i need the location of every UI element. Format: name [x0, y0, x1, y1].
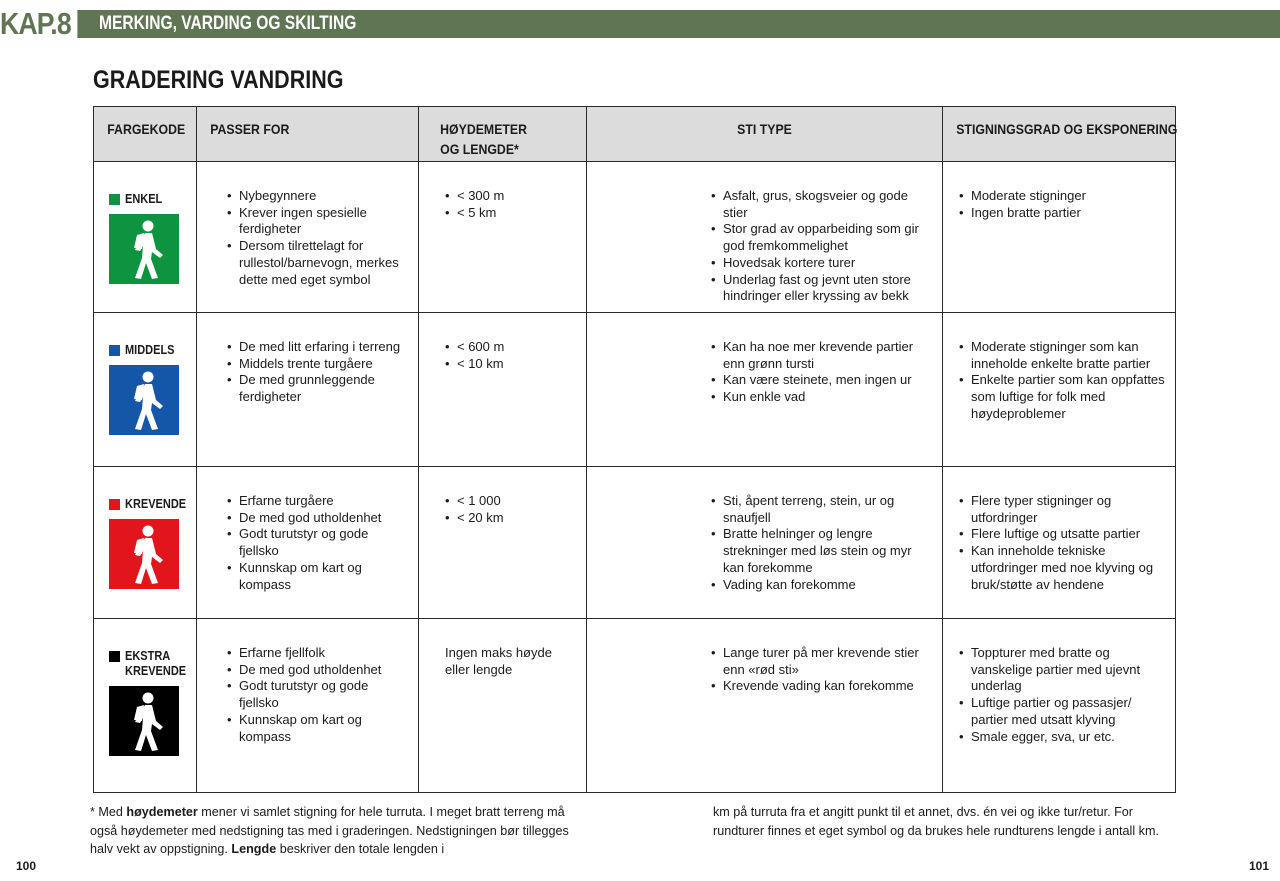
hoyde-cell: [419, 313, 587, 467]
list-item: • Hovedsak kortere turer: [711, 255, 930, 272]
grade-cell: [94, 619, 197, 793]
list-item: • Godt turutstyr og gode fjellsko: [227, 678, 408, 711]
list-item: • Asfalt, grus, skogsveier og gode stier: [711, 188, 930, 221]
sti-type-cell: [587, 619, 943, 793]
list-item: • Flere typer stigninger og utfordringer: [959, 493, 1165, 526]
grade-name: KREVENDE: [109, 497, 196, 512]
list-item: • Lange turer på mer krevende stier enn «rød sti»: [711, 645, 930, 678]
passer-for-cell: [197, 162, 419, 313]
col-header-passer-for: PASSER FOR: [197, 107, 419, 162]
list-item: • De med god utholdenhet: [227, 510, 408, 527]
list-item: • < 20 km: [445, 510, 576, 527]
table-row: [94, 313, 1176, 467]
hiker-icon: [109, 365, 179, 435]
list-item: • Kunnskap om kart og kompass: [227, 560, 408, 593]
sti-type-cell: [587, 162, 943, 313]
hiker-icon: [109, 686, 179, 756]
list-item: • < 5 km: [445, 205, 576, 222]
list-item: • Luftige partier og passasjer/ partier med utsatt klyving: [959, 695, 1165, 728]
passer-for-cell: [197, 313, 419, 467]
list-item: • De med god utholdenhet: [227, 662, 408, 679]
grading-table: [93, 106, 1176, 793]
list-item: • Erfarne fjellfolk: [227, 645, 408, 662]
list-item: • Kan ha noe mer krevende partier enn grønn tursti: [711, 339, 930, 372]
list-item: • Bratte helninger og lengre strekninger med løs stein og myr kan forekomme: [711, 526, 930, 576]
term-lengde: Lengde: [231, 842, 277, 856]
stigning-cell: [943, 467, 1176, 619]
page-number-left: 100: [16, 859, 37, 873]
table-row: [94, 162, 1176, 313]
list-item: • De med litt erfaring i terreng: [227, 339, 408, 356]
table-row: [94, 619, 1176, 793]
grade-cell: [94, 313, 197, 467]
passer-for-cell: [197, 467, 419, 619]
stigning-cell: [943, 619, 1176, 793]
list-item: • Vading kan forekomme: [711, 577, 930, 594]
grade-cell: [94, 467, 197, 619]
grade-name: ENKEL: [109, 192, 196, 207]
sti-type-cell: [587, 313, 943, 467]
hoyde-cell: [419, 162, 587, 313]
table-row: [94, 467, 1176, 619]
passer-for-cell: [197, 619, 419, 793]
list-item: • Moderate stigninger: [959, 188, 1165, 205]
list-item: • < 1 000: [445, 493, 576, 510]
hoyde-cell: [419, 619, 587, 793]
list-item: • Kan inneholde tekniske utfordringer med noe klyving og bruk/støtte av hendene: [959, 543, 1165, 593]
page-number-right: 101: [1249, 859, 1270, 873]
list-item: • Moderate stigninger som kan inneholde enkelte bratte partier: [959, 339, 1165, 372]
grade-color-swatch: [109, 194, 120, 205]
list-item: • Dersom tilrettelagt for rullestol/barnevogn, merkes dette med eget symbol: [227, 238, 408, 288]
list-item: • Underlag fast og jevnt uten store hindringer eller kryssing av bekk: [711, 272, 930, 305]
section-title: GRADERING VANDRING: [93, 66, 344, 94]
sti-type-cell: [587, 467, 943, 619]
list-item: • Flere luftige og utsatte partier: [959, 526, 1165, 543]
list-item: • Enkelte partier som kan oppfattes som luftige for folk med høydeproblemer: [959, 372, 1165, 422]
list-item: • Kun enkle vad: [711, 389, 930, 406]
grade-cell: [94, 162, 197, 313]
list-item: • Smale egger, sva, ur etc.: [959, 729, 1165, 746]
chapter-title: MERKING, VARDING OG SKILTING: [99, 13, 357, 34]
list-item: • Kunnskap om kart og kompass: [227, 712, 408, 745]
list-item: • Sti, åpent terreng, stein, ur og snaufjell: [711, 493, 930, 526]
grade-name: MIDDELS: [109, 343, 196, 358]
hiker-icon: [109, 519, 179, 589]
col-header-sti-type: STI TYPE: [587, 107, 943, 162]
grade-color-swatch: [109, 651, 120, 662]
grade-name: EKSTRA KREVENDE: [109, 649, 196, 679]
list-item: • Stor grad av opparbeiding som gir god fremkommelighet: [711, 221, 930, 254]
grade-color-swatch: [109, 345, 120, 356]
col-header-fargekode: FARGEKODE: [94, 107, 197, 162]
col-header-stigningsgrad: STIGNINGSGRAD OG EKSPONERING: [943, 107, 1176, 162]
list-item: • Ingen bratte partier: [959, 205, 1165, 222]
footnote-left: * Med høydemeter mener vi samlet stigning for hele turruta. I meget bratt terreng må også høydemeter med nedstigning tas med i graderingen. Nedstigningen bør tillegges halv vekt av oppstigning. Lengde beskriver den totale lengden i: [90, 805, 569, 856]
chapter-tag: KAP.8: [0, 6, 77, 42]
stigning-cell: [943, 162, 1176, 313]
list-item: • De med grunnleggende ferdigheter: [227, 372, 408, 405]
list-item: • < 600 m: [445, 339, 576, 356]
hoyde-cell: [419, 467, 587, 619]
term-hoydemeter: høydemeter: [126, 805, 198, 819]
list-item: • < 300 m: [445, 188, 576, 205]
stigning-cell: [943, 313, 1176, 467]
col-header-hoydemeter: HØYDEMETER OG LENGDE*: [419, 107, 587, 162]
list-item: • Nybegynnere: [227, 188, 408, 205]
list-item: • Godt turutstyr og gode fjellsko: [227, 526, 408, 559]
list-item: • Krever ingen spesielle ferdigheter: [227, 205, 408, 238]
hiker-icon: [109, 214, 179, 284]
list-item: • Middels trente turgåere: [227, 356, 408, 373]
list-item: • Kan være steinete, men ingen ur: [711, 372, 930, 389]
list-item: • < 10 km: [445, 356, 576, 373]
footnote-right: km på turruta fra et angitt punkt til et annet, dvs. én vei og ikke tur/retur. For rundturer finnes et eget symbol og da brukes hele rundturens lengde i antall km.: [713, 805, 1159, 838]
grade-color-swatch: [109, 499, 120, 510]
list-item: • Toppturer med bratte og vanskelige partier med ujevnt underlag: [959, 645, 1165, 695]
list-item: • Erfarne turgåere: [227, 493, 408, 510]
list-item: • Krevende vading kan forekomme: [711, 678, 930, 695]
table-header-row: [94, 107, 1176, 162]
height-note: Ingen maks høyde eller lengde: [445, 645, 552, 677]
